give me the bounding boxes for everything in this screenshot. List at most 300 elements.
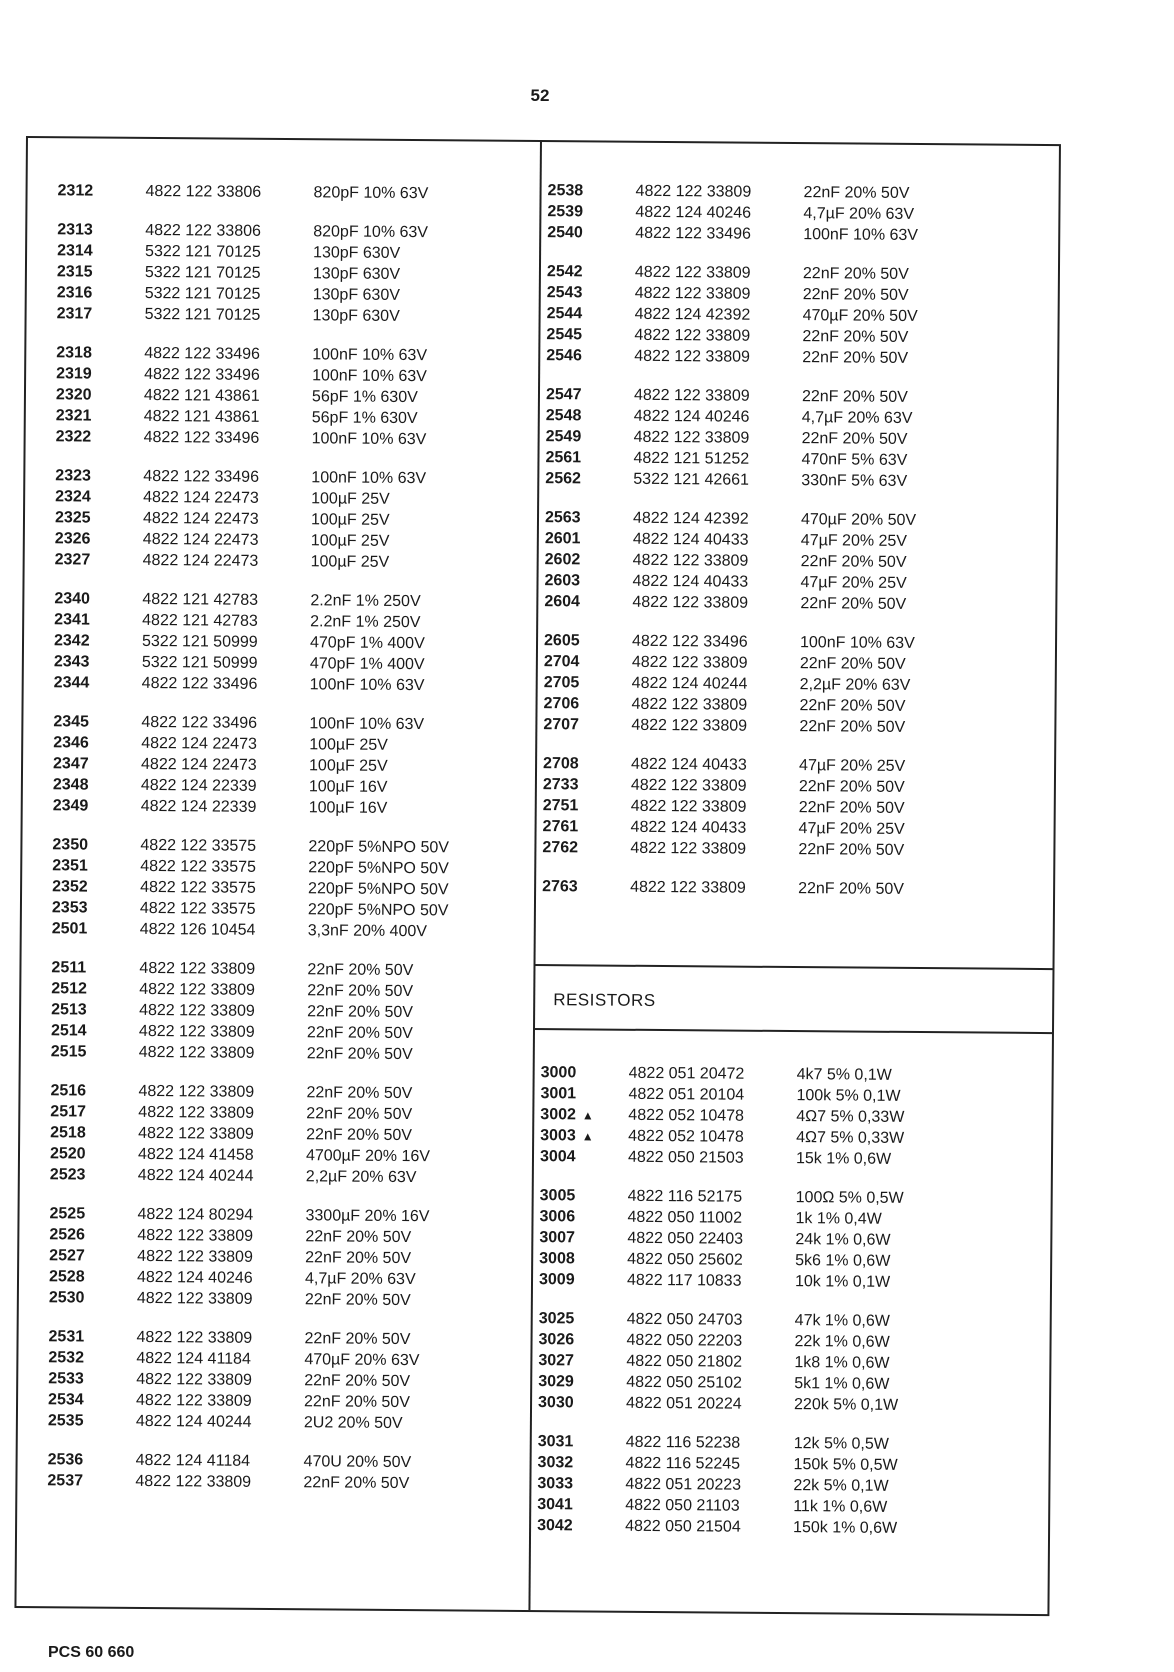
position-label: 2562 [545,470,581,488]
safety-warning-icon: ▲ [581,1129,594,1144]
page-number: 52 [530,86,550,105]
part-code: 4822 122 33809 [635,182,752,201]
position-label: 2538 [547,182,584,200]
part-code: 4822 116 52245 [625,1454,741,1473]
part-group [56,342,527,451]
position-number [543,753,631,775]
position-label: 2546 [546,347,582,365]
part-value: 22nF 20% 50V [307,1003,414,1022]
part-code: 4822 122 33809 [631,695,748,714]
position-label: 2520 [49,1145,86,1163]
part-code: 4822 122 33575 [140,857,257,876]
part-value: 130pF 630V [312,307,400,325]
part-value: 22nF 20% 50V [802,349,909,367]
position-number [546,426,634,448]
part-group [540,1062,1041,1171]
part-group [55,465,526,574]
part-code: 4822 122 33809 [137,1247,253,1266]
part-code: 4822 124 40246 [635,203,752,222]
part-value: 11k 1% 0,6W [793,1498,888,1516]
part-value: 100nF 10% 63V [311,469,427,488]
part-code: 4822 122 33575 [140,836,257,855]
part-value: 100nF 10% 63V [312,367,427,386]
position-label: 2348 [52,776,89,794]
part-group [50,1080,521,1189]
part-value: 22nF 20% 50V [306,1045,413,1064]
part-code: 4822 121 42783 [142,611,258,630]
part-value: 2,2µF 20% 63V [305,1168,417,1187]
part-code: 4822 116 52175 [627,1187,743,1206]
part-code: 4822 122 33809 [630,878,746,897]
position-number [540,1146,628,1168]
part-value: 470pF 1% 400V [309,655,425,674]
position-number [48,1389,136,1411]
part-value: 220pF 5%NPO 50V [308,838,450,857]
part-code: 4822 124 40246 [633,407,750,426]
part-value: 22nF 20% 50V [799,655,906,673]
part-value: 330nF 5% 63V [801,472,908,490]
position-number [51,999,139,1021]
part-value: 100Ω 5% 0,5W [795,1189,904,1207]
part-value: 4,7µF 20% 63V [801,409,913,427]
position-number [545,528,633,550]
position-number [54,609,142,631]
part-code: 4822 051 20472 [628,1064,745,1083]
position-label: 2514 [50,1022,87,1040]
part-value: 4,7µF 20% 63V [304,1270,416,1289]
position-number [56,405,144,427]
part-value: 100µF 25V [310,532,390,550]
part-value: 24k 1% 0,6W [795,1231,891,1249]
part-code: 5322 121 50999 [141,632,258,651]
position-number [50,1080,138,1102]
position-label: 2547 [545,386,582,404]
position-number [55,465,143,487]
position-number [57,282,145,304]
part-code: 4822 122 33809 [634,263,751,282]
part-value: 1k8 1% 0,6W [794,1354,890,1372]
part-value: 47µF 20% 25V [799,757,906,775]
position-label: 2315 [56,263,93,281]
part-code: 4822 124 40246 [136,1268,253,1287]
part-value: 22nF 20% 50V [801,430,908,448]
part-value: 22nF 20% 50V [304,1372,411,1391]
resistor-list [537,1062,1041,1558]
position-label: 2312 [57,182,94,200]
position-number [55,507,143,529]
part-code: 4822 121 43861 [143,407,260,426]
part-row [542,876,1042,901]
part-value: 100µF 25V [311,490,390,508]
part-group [47,1449,517,1495]
position-label: 2318 [56,344,92,362]
position-label: 3003 [540,1127,576,1145]
position-label: 2563 [544,509,581,527]
part-value: 130pF 630V [312,265,401,283]
part-value: 3,3nF 20% 400V [307,922,428,941]
part-code: 4822 124 40433 [632,530,749,549]
part-code: 4822 122 33809 [137,1226,254,1245]
position-number [545,549,633,571]
part-value: 130pF 630V [313,244,401,262]
position-label: 2350 [52,836,89,854]
position-label: 2322 [55,428,92,446]
part-code: 4822 122 33809 [630,776,747,795]
part-code: 4822 050 21103 [625,1496,740,1515]
part-code: 4822 050 21504 [625,1517,741,1536]
position-label: 2602 [544,551,581,569]
part-value: 100µF 16V [308,799,388,817]
part-group [48,1326,519,1435]
part-value: 22nF 20% 50V [802,286,909,304]
part-code: 4822 122 33809 [138,1103,255,1122]
part-value: 15k 1% 0,6W [795,1150,892,1168]
part-group [54,588,525,697]
part-value: 820pF 10% 63V [313,184,429,203]
part-value: 4k7 5% 0,1W [796,1066,892,1084]
position-label: 2605 [543,632,580,650]
part-code: 4822 122 33809 [139,1001,255,1020]
part-row [539,1269,1039,1294]
part-value: 220k 5% 0,1W [793,1396,899,1414]
part-value: 22nF 20% 50V [802,328,909,346]
position-label: 2751 [542,797,579,815]
part-group [539,1185,1040,1294]
part-value: 47µF 20% 25V [798,820,905,838]
position-label: 2513 [51,1001,87,1019]
position-label: 2325 [54,509,91,527]
position-number [49,1203,137,1225]
position-label: 2501 [51,920,88,938]
part-value: 5k1 1% 0,6W [794,1375,890,1393]
part-code: 4822 122 33806 [145,221,261,240]
part-row [53,795,523,820]
part-code: 4822 122 33809 [138,1043,255,1062]
part-code: 4822 117 10833 [626,1271,742,1290]
part-code: 4822 121 42783 [142,590,259,609]
part-value: 22nF 20% 50V [307,961,414,980]
position-number [49,1245,137,1267]
position-number [52,834,140,856]
part-value: 22nF 20% 50V [802,265,909,283]
position-number [544,591,632,613]
part-value: 470U 20% 50V [303,1453,412,1472]
position-label: 3027 [538,1352,575,1370]
part-value: 100nF 10% 63V [803,226,919,245]
part-row [546,345,1046,370]
position-label: 2344 [53,674,90,692]
part-group [537,1431,1038,1540]
part-code: 4822 124 80294 [137,1205,254,1224]
position-number [48,1449,136,1471]
part-value: 22nF 20% 50V [798,778,905,796]
position-number [57,219,145,241]
position-label: 2705 [543,674,580,692]
part-code: 4822 122 33809 [139,980,256,999]
position-label: 2603 [544,572,581,590]
position-label: 2342 [53,632,90,650]
part-code: 4822 121 51252 [633,449,750,468]
part-code: 4822 122 33575 [139,899,256,918]
part-group [538,1308,1039,1417]
position-label: 2323 [55,467,91,485]
position-number [542,837,630,859]
part-value: 100nF 10% 63V [309,676,425,695]
part-code: 4822 051 20223 [625,1475,742,1494]
part-value: 3300µF 20% 16V [305,1207,430,1226]
part-value: 2.2nF 1% 250V [310,592,421,611]
capacitor-list-left [47,180,527,1513]
part-code: 4822 124 41184 [135,1451,251,1470]
capacitor-list-right [542,180,1048,919]
position-label: 2527 [49,1247,85,1265]
position-number [538,1392,626,1414]
part-code: 4822 122 33809 [632,593,749,612]
part-code: 4822 124 22473 [143,488,259,507]
part-code: 4822 051 20224 [625,1394,742,1413]
part-code: 5322 121 70125 [144,305,261,324]
position-label: 2536 [47,1451,84,1469]
part-code: 4822 122 33496 [635,224,751,243]
position-number [543,774,631,796]
part-code: 5322 121 42661 [633,470,750,489]
position-label: 3008 [539,1250,575,1268]
part-code: 4822 122 33496 [141,674,258,693]
part-value: 2.2nF 1% 250V [310,613,421,632]
position-label: 2543 [546,284,583,302]
part-code: 4822 050 24703 [626,1310,743,1329]
part-code: 4822 122 33809 [631,653,748,672]
part-value: 22nF 20% 50V [306,1126,413,1145]
part-group [542,876,1042,901]
part-row [57,180,527,205]
position-label: 2346 [53,734,89,752]
part-row [50,1164,520,1189]
part-value: 22nF 20% 50V [799,718,906,736]
position-number [544,570,632,592]
part-code: 4822 124 22473 [141,734,257,753]
position-label: 3030 [538,1394,574,1412]
position-label: 2534 [48,1391,84,1409]
part-row [542,837,1042,862]
document-footer: PCS 60 660 [48,1644,135,1661]
part-value: 22nF 20% 50V [800,553,907,571]
part-group [547,180,1047,247]
position-number [54,630,142,652]
position-number [547,222,635,244]
position-number [538,1431,626,1453]
part-group [544,507,1045,616]
part-value: 22nF 20% 50V [304,1330,411,1349]
section-divider-bottom [533,1028,1052,1034]
part-value: 22nF 20% 50V [305,1228,412,1247]
position-number [50,1122,138,1144]
position-label: 2537 [47,1472,84,1490]
position-label: 2706 [543,695,580,713]
part-row [54,672,524,697]
part-value: 470µF 20% 63V [304,1351,420,1370]
part-group [543,630,1044,739]
position-number [49,1266,137,1288]
part-value: 100nF 10% 63V [799,634,915,652]
part-code: 4822 050 21802 [626,1352,743,1371]
part-value: 4,7µF 20% 63V [803,205,915,223]
part-code: 4822 050 25102 [626,1373,742,1392]
position-number [48,1347,136,1369]
position-number [544,672,632,694]
part-code: 4822 122 33809 [136,1391,252,1410]
part-value: 100nF 10% 63V [311,430,427,449]
part-code: 4822 050 22403 [627,1229,744,1248]
part-code: 4822 122 33809 [138,1082,255,1101]
part-value: 22nF 20% 50V [803,184,910,202]
position-number [541,1062,629,1084]
part-value: 22k 1% 0,6W [794,1333,890,1351]
part-code: 4822 124 40433 [631,755,747,774]
position-number [51,978,139,1000]
position-label: 2515 [50,1043,87,1061]
position-number [50,1101,138,1123]
position-number [48,1368,136,1390]
part-value: 100nF 10% 63V [309,715,425,734]
position-label: 2542 [546,263,583,281]
position-label: 2708 [543,755,579,773]
part-row [47,1470,517,1495]
part-value: 22nF 20% 50V [305,1249,412,1268]
position-label: 2345 [53,713,90,731]
part-code: 5322 121 70125 [144,263,261,282]
position-label: 2761 [542,818,579,836]
part-code: 4822 122 33806 [145,182,262,201]
safety-warning-icon: ▲ [581,1108,594,1123]
position-number [539,1308,627,1330]
part-code: 4822 122 33809 [138,1022,255,1041]
position-number [51,957,139,979]
part-row [56,426,526,451]
part-value: 4700µF 20% 16V [305,1147,431,1166]
position-label: 2533 [48,1370,84,1388]
position-number [53,774,141,796]
part-code: 4822 122 33809 [630,839,747,858]
position-label: 2343 [53,653,90,671]
position-label: 2324 [55,488,91,506]
part-code: 4822 122 33809 [633,428,750,447]
position-number [52,897,140,919]
position-number [539,1248,627,1270]
position-number [54,651,142,673]
position-number [52,918,140,940]
part-value: 4Ω7 5% 0,33W [796,1108,905,1126]
part-row [48,1410,518,1435]
part-value: 22nF 20% 50V [306,1084,413,1103]
part-code: 4822 122 33496 [143,467,260,486]
position-number [538,1371,626,1393]
part-row [545,468,1045,493]
position-label: 3005 [539,1187,576,1205]
part-value: 470µF 20% 50V [800,511,917,530]
position-label: 2530 [48,1289,85,1307]
resistors-heading: RESISTORS [553,990,656,1010]
part-value: 22nF 20% 50V [303,1474,410,1493]
position-label: 3006 [539,1208,576,1226]
position-number [54,672,142,694]
position-number [57,261,145,283]
part-value: 130pF 630V [312,286,401,304]
position-label: 2762 [542,839,579,857]
part-code: 5322 121 50999 [141,653,258,672]
position-label: 2317 [56,305,93,323]
position-label: 2518 [50,1124,86,1142]
position-label: 2511 [51,959,87,977]
position-number [543,816,631,838]
part-value: 47k 1% 0,6W [794,1312,890,1330]
part-value: 470pF 1% 400V [309,634,425,653]
position-number [538,1452,626,1474]
position-number [54,588,142,610]
part-code: 4822 122 33496 [143,428,260,447]
part-code: 4822 052 10478 [628,1127,744,1146]
part-code: 4822 050 11002 [627,1208,743,1227]
position-number [55,486,143,508]
position-label: 2548 [545,407,582,425]
part-value: 47µF 20% 25V [800,574,907,592]
position-number [47,1470,135,1492]
part-code: 4822 122 33809 [136,1289,253,1308]
part-value: 22k 5% 0,1W [793,1477,889,1495]
part-code: 4822 126 10454 [139,920,256,939]
position-label: 3007 [539,1229,576,1247]
position-number [56,363,144,385]
part-group [546,261,1047,370]
position-label: 3000 [540,1064,577,1082]
part-code: 4822 124 22473 [142,530,259,549]
part-value: 22nF 20% 50V [304,1393,410,1412]
position-label: 3041 [537,1496,573,1514]
position-label: 3001 [540,1085,577,1103]
position-label: 2544 [546,305,583,323]
part-code: 4822 124 42392 [634,305,751,324]
position-label: 3025 [538,1310,575,1328]
position-number [546,345,634,367]
position-number [543,714,631,736]
part-code: 4822 124 40244 [631,674,748,693]
position-number [51,1020,139,1042]
position-number [53,795,141,817]
position-label: 2604 [544,593,581,611]
position-label: 2540 [547,224,583,242]
part-value: 47µF 20% 25V [800,532,908,550]
part-code: 4822 122 33575 [140,878,256,897]
part-code: 4822 122 33809 [139,959,256,978]
position-number [57,180,145,202]
part-code: 4822 122 33809 [631,716,748,735]
part-code: 4822 124 22339 [140,776,257,795]
part-code: 4822 124 41458 [137,1145,254,1164]
part-value: 2U2 20% 50V [303,1414,403,1432]
position-number [547,282,635,304]
position-number [52,876,140,898]
position-label: 2340 [54,590,91,608]
part-value: 22nF 20% 50V [799,697,906,715]
part-value: 1k 1% 0,4W [795,1210,882,1228]
part-value: 100µF 25V [310,553,390,571]
part-group [49,1203,520,1312]
part-group [542,753,1043,862]
position-number [545,468,633,490]
position-label: 2561 [545,449,582,467]
position-number [546,384,634,406]
part-code: 4822 124 40244 [137,1166,254,1185]
